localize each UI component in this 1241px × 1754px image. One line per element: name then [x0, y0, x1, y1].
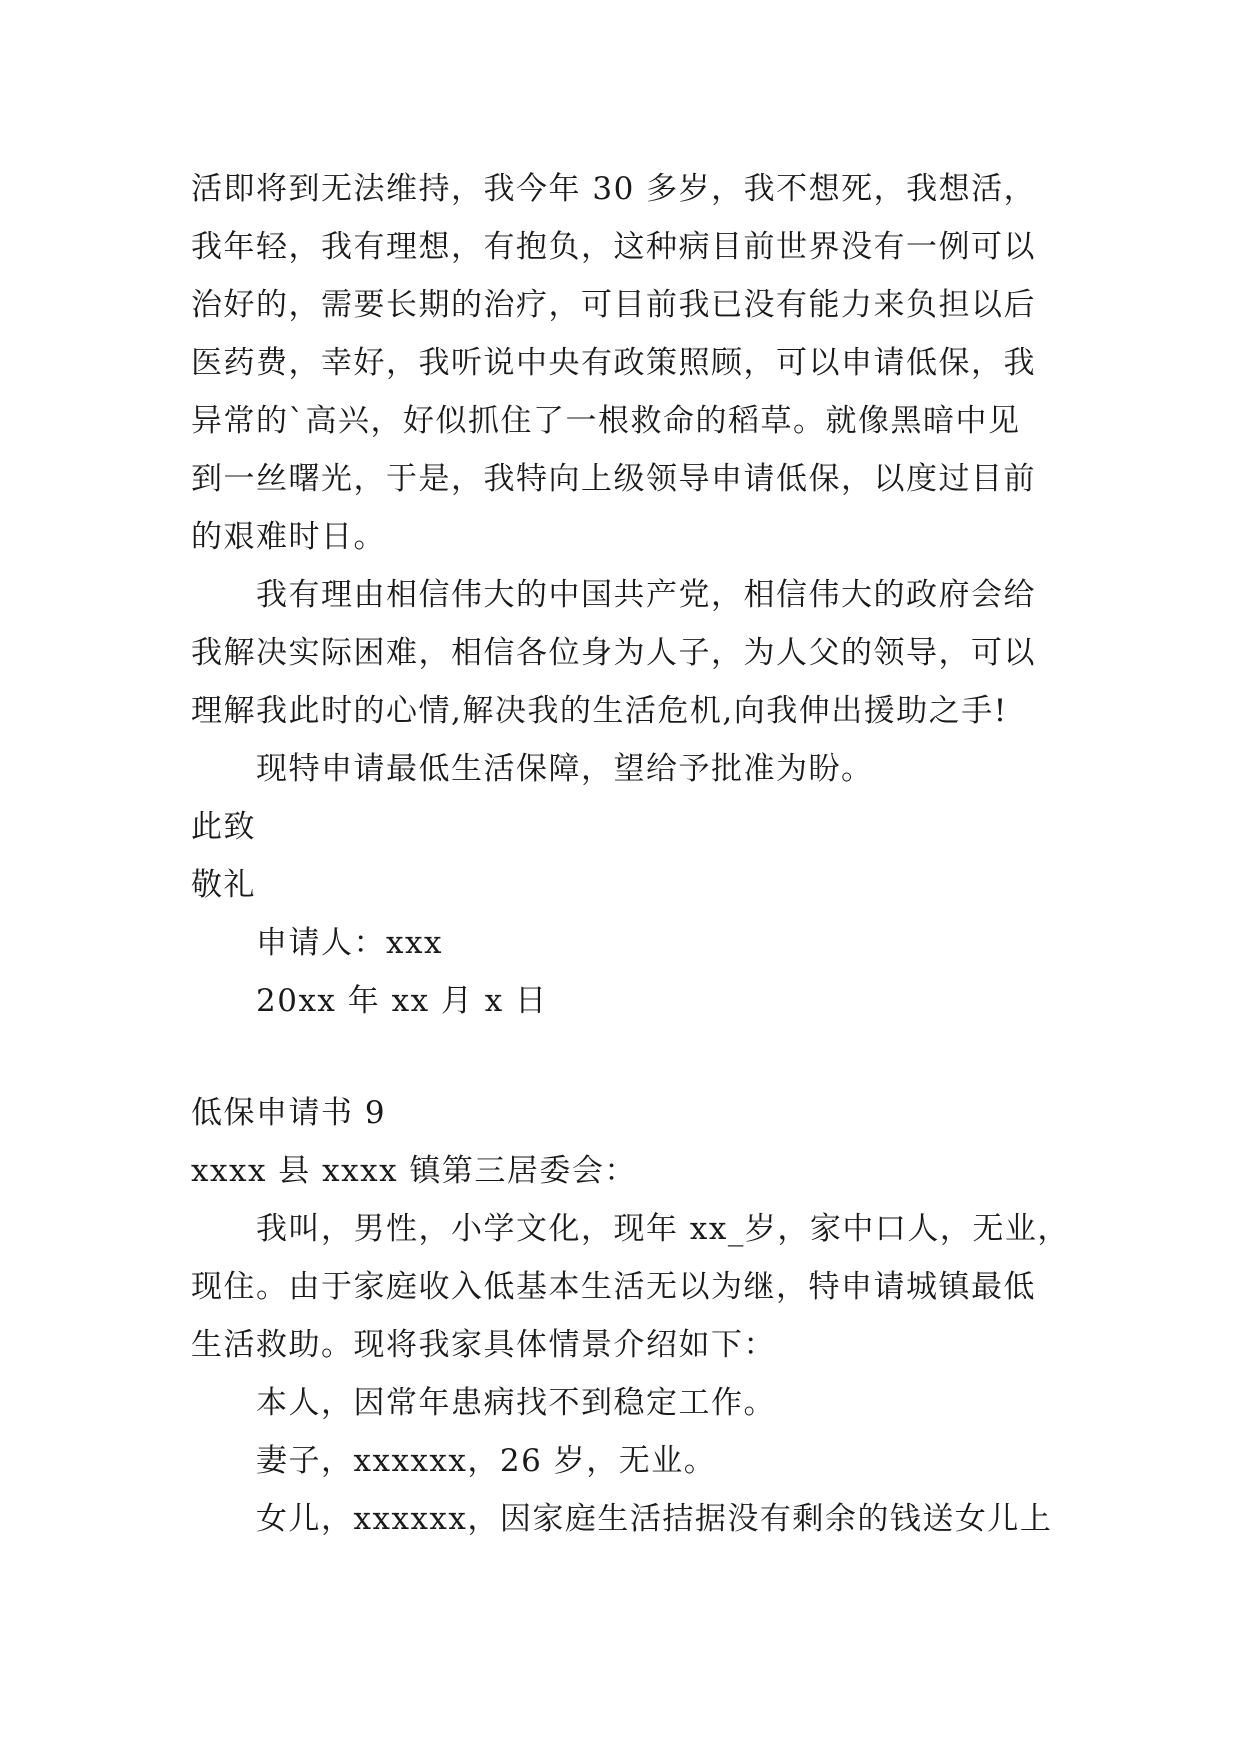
intro-paragraph: [191, 1200, 1070, 1374]
section-title: 低保申请书 9: [191, 1095, 387, 1131]
section-spacer: [191, 1030, 1051, 1084]
paragraph-line: 的艰难时日。: [191, 519, 386, 555]
paragraph-line: 理解我此时的心情,解决我的生活危机,向我伸出援助之手!: [191, 693, 1008, 729]
addressee: xxxx 县 xxxx 镇第三居委会：: [191, 1153, 637, 1189]
paragraph-line: 到一丝曙光，于是，我特向上级领导申请低保，以度过目前: [191, 461, 1036, 497]
paragraph-line: 我解决实际困难，相信各位身为人子，为人父的领导，可以: [191, 635, 1036, 671]
paragraph-line: 我年轻，我有理想，有抱负，这种病目前世界没有一例可以: [191, 229, 1036, 265]
paragraph-line: 治好的，需要长期的治疗，可目前我已没有能力来负担以后: [191, 287, 1036, 323]
trust-paragraph: [191, 566, 1051, 740]
application-date: 20xx 年 xx 月 x 日: [256, 983, 548, 1019]
request-line: 现特申请最低生活保障，望给予批准为盼。: [256, 751, 874, 787]
closing-regards: 敬礼: [191, 867, 256, 903]
closing-salutation: 此致: [191, 809, 256, 845]
document-body: [191, 160, 1070, 1548]
family-member-self: 本人，因常年患病找不到稳定工作。: [256, 1385, 776, 1421]
paragraph-line: 现住。由于家庭收入低基本生活无以为继，特申请城镇最低: [191, 1269, 1036, 1305]
family-member-daughter: 女儿，xxxxxx，因家庭生活拮据没有剩余的钱送女儿上: [256, 1501, 1053, 1537]
paragraph-line: 生活救助。现将我家具体情景介绍如下：: [191, 1327, 776, 1363]
paragraph-line: 医药费，幸好，我听说中央有政策照顾，可以申请低保，我: [191, 345, 1036, 381]
paragraph-line: 我有理由相信伟大的中国共产党，相信伟大的政府会给: [256, 577, 1036, 613]
paragraph-line: 我叫，男性，小学文化，现年 xx_岁，家中口人，无业，: [256, 1211, 1070, 1247]
applicant-signature: 申请人：xxx: [256, 925, 443, 961]
continued-paragraph: [191, 160, 1051, 566]
paragraph-line: 活即将到无法维持，我今年 30 多岁，我不想死，我想活，: [191, 171, 1037, 207]
family-member-wife: 妻子，xxxxxx，26 岁，无业。: [256, 1443, 717, 1479]
paragraph-line: 异常的`高兴，好似抓住了一根救命的稻草。就像黑暗中见: [191, 403, 1021, 439]
